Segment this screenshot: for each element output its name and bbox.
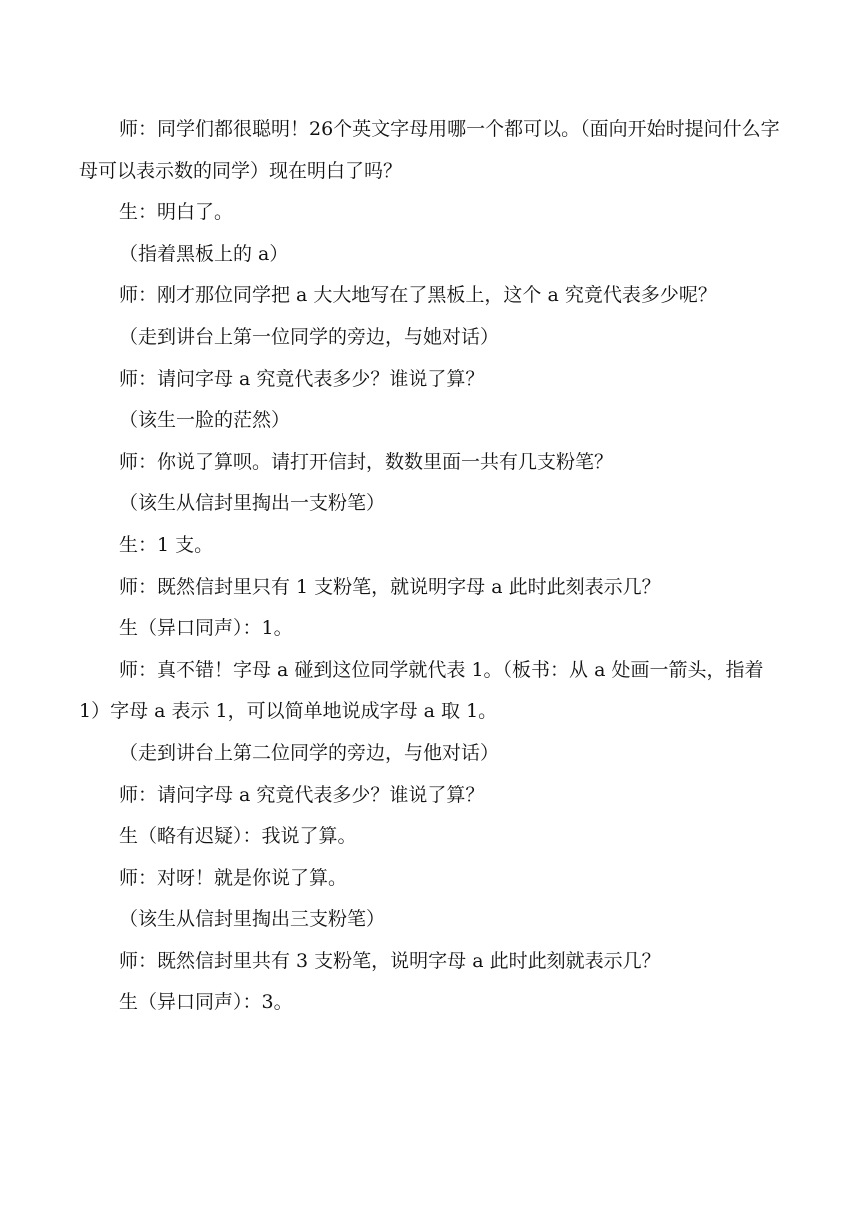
paragraph: （该生一脸的茫然） bbox=[119, 409, 291, 432]
paragraph: （指着黑板上的 a） bbox=[119, 242, 289, 265]
paragraph: （走到讲台上第二位同学的旁边，与他对话） bbox=[119, 741, 500, 764]
paragraph: （走到讲台上第一位同学的旁边，与她对话） bbox=[119, 325, 500, 348]
paragraph: 生：1 支。 bbox=[119, 533, 214, 556]
paragraph: 生（异口同声）：1。 bbox=[119, 617, 293, 640]
paragraph: （该生从信封里掏出一支粉笔） bbox=[119, 492, 386, 515]
paragraph: 师：既然信封里共有 3 支粉笔，说明字母 a 此时此刻就表示几？ bbox=[119, 949, 661, 972]
document-body bbox=[79, 109, 785, 1024]
paragraph: 师：请问字母 a 究竟代表多少？谁说了算？ bbox=[119, 783, 485, 806]
paragraph: （该生从信封里掏出三支粉笔） bbox=[119, 908, 386, 931]
paragraph: 师：请问字母 a 究竟代表多少？谁说了算？ bbox=[119, 367, 485, 390]
paragraph: 师：既然信封里只有 1 支粉笔，就说明字母 a 此时此刻表示几？ bbox=[119, 575, 661, 598]
paragraph: 师：你说了算呗。请打开信封，数数里面一共有几支粉笔？ bbox=[119, 450, 614, 473]
paragraph: 生（略有迟疑）：我说了算。 bbox=[119, 825, 357, 848]
paragraph: 生：明白了。 bbox=[119, 201, 234, 224]
paragraph: 师：同学们都很聪明！26个英文字母用哪一个都可以。（面向开始时提问什么字母可以表示数的同学）现在明白了吗？ bbox=[79, 118, 780, 182]
paragraph: 师：刚才那位同学把 a 大大地写在了黑板上，这个 a 究竟代表多少呢？ bbox=[119, 284, 717, 307]
paragraph: 师：真不错！字母 a 碰到这位同学就代表 1。（板书：从 a 处画一箭头，指着 1）字母 a 表示 1，可以简单地说成字母 a 取 1。 bbox=[79, 658, 764, 723]
paragraph: 生（异口同声）：3。 bbox=[119, 991, 293, 1014]
paragraph: 师：对呀！就是你说了算。 bbox=[119, 866, 348, 889]
